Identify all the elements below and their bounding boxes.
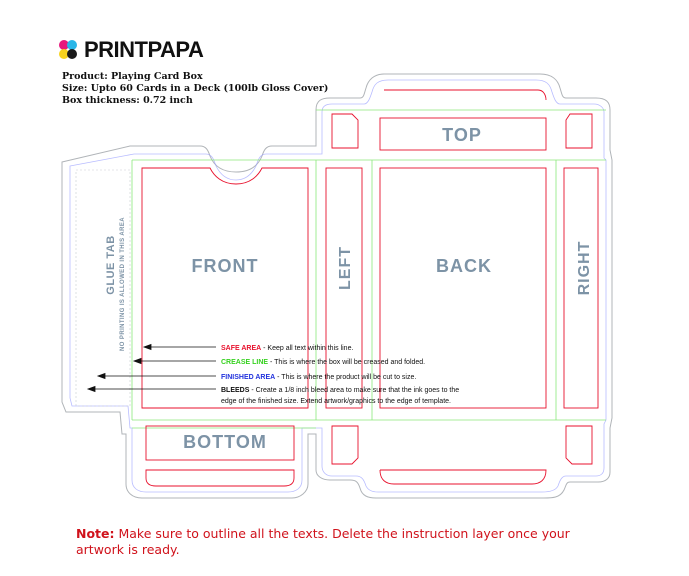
legend-safe-text: - Keep all text within this line. bbox=[261, 345, 354, 352]
legend-crease-text: - This is where the box will be creased and folded. bbox=[268, 359, 426, 366]
legend-crease bbox=[221, 359, 425, 366]
legend-bleeds bbox=[221, 387, 459, 394]
note-block bbox=[76, 526, 616, 558]
legend-safe bbox=[221, 345, 353, 352]
legend-safe-term: SAFE AREA bbox=[221, 345, 262, 352]
back-safe-area bbox=[380, 168, 546, 408]
left-bottom-flap-safe bbox=[332, 426, 358, 464]
left-label: LEFT bbox=[337, 246, 354, 290]
legend-bleeds-line2: edge of the finished size. Extend artwork/graphics to the edge of template. bbox=[221, 398, 451, 405]
product-name: Product: Playing Card Box bbox=[62, 71, 203, 82]
bottom-tuck-safe bbox=[146, 470, 294, 486]
product-size: Size: Upto 60 Cards in a Deck (100lb Gloss Cover) bbox=[62, 83, 329, 94]
right-label: RIGHT bbox=[576, 240, 593, 296]
top-tuck-safe bbox=[384, 90, 546, 100]
legend-finished-term: FINISHED AREA bbox=[221, 374, 276, 381]
legend-crease-term: CREASE LINE bbox=[221, 359, 269, 366]
no-printing-label: NO PRINTING IS ALLOWED IN THIS AREA bbox=[120, 217, 126, 351]
legend-bleeds-term: BLEEDS bbox=[221, 387, 250, 394]
legend-finished-text: - This is where the product will be cut to size. bbox=[275, 374, 417, 381]
back-label: BACK bbox=[436, 256, 492, 276]
legend-arrows bbox=[88, 345, 216, 392]
box-thickness: Box thickness: 0.72 inch bbox=[62, 95, 193, 106]
bottom-label: BOTTOM bbox=[183, 432, 267, 452]
front-safe-area bbox=[142, 168, 308, 408]
safe-areas bbox=[142, 90, 598, 486]
legend-finished bbox=[221, 374, 416, 381]
legend-bleeds-text1: - Create a 1/8 inch bleed area to make sure that the ink goes to the bbox=[249, 387, 460, 394]
right-bottom-flap-safe bbox=[566, 426, 592, 464]
note-label: Note: bbox=[76, 526, 115, 541]
right-top-flap-safe bbox=[566, 114, 592, 148]
brand-name: PRINTPAPA bbox=[84, 37, 204, 62]
front-label: FRONT bbox=[191, 256, 259, 276]
left-top-flap-safe bbox=[332, 114, 358, 148]
note-text: Make sure to outline all the texts. Delete the instruction layer once your artwork is ready. bbox=[76, 526, 570, 557]
top-label: TOP bbox=[442, 125, 482, 145]
glue-tab-label: GLUE TAB bbox=[105, 235, 117, 295]
back-bottom-tuck-safe bbox=[380, 470, 546, 484]
